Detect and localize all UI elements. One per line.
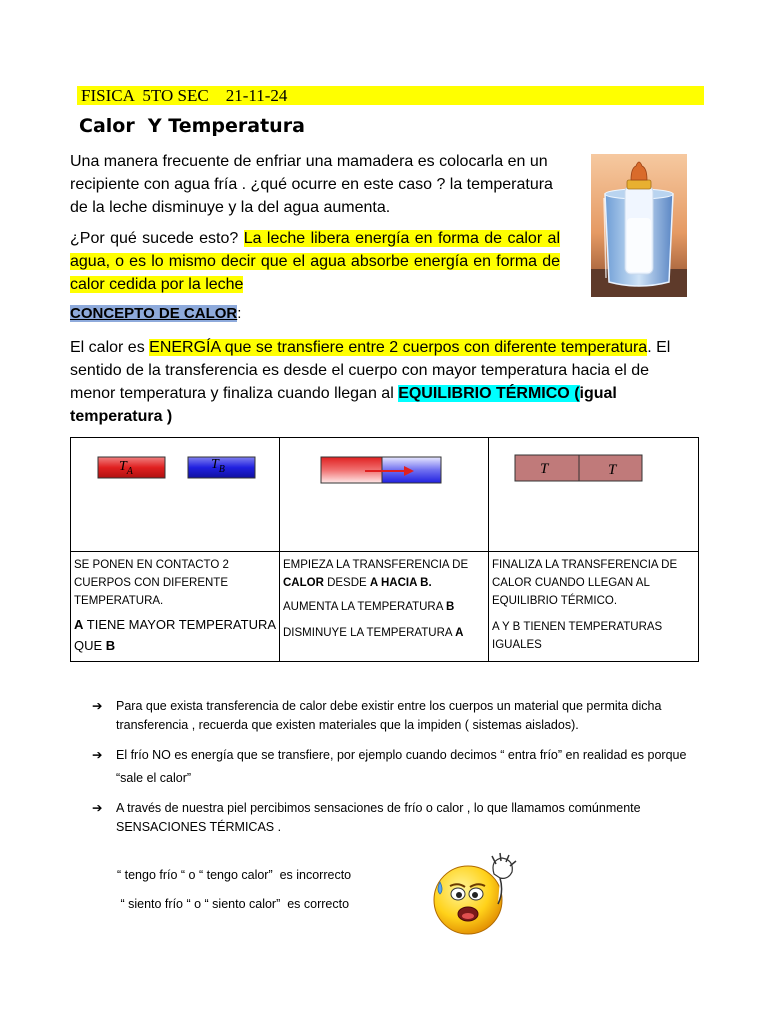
concept-energy-highlight: ENERGÍA que se transfiere entre 2 cuerpos con diferente temperatura <box>149 339 648 356</box>
concept-paragraph <box>70 336 695 428</box>
question-paragraph <box>70 227 560 296</box>
question-answer: La leche libera energía en forma de calor al agua, o es lo mismo decir que el agua absorbe energía en forma de calor cedida por la leche <box>70 230 560 293</box>
concept-part-1: El calor es <box>70 339 150 356</box>
arrow-bullet-icon: ➔ <box>92 801 103 815</box>
bodies-ta-tb-diagram <box>71 438 280 545</box>
text-cell-contact <box>71 552 280 662</box>
text-cell-transfer <box>280 552 489 662</box>
diagram-cell-contact <box>71 438 280 552</box>
contact-a-vs-b: A TIENE MAYOR TEMPERATURA QUE B <box>74 617 276 653</box>
incorrect-phrase: “ tengo frío “ o “ tengo calor” es incorrecto <box>117 868 352 882</box>
label-t-right: T <box>608 462 617 478</box>
concept-heading <box>70 305 241 322</box>
label-t-left: T <box>540 461 549 477</box>
concept-equilibrium-highlight: EQUILIBRIO TÉRMICO ( <box>398 385 580 402</box>
list-item: ➔ A través de nuestra piel percibimos sensaciones de frío o calor , lo que llamamos comúnmente SENSACIONES TÉRMICAS . <box>92 801 641 834</box>
question-prefix: ¿Por qué sucede esto? <box>70 230 244 247</box>
concept-part-5: igual temperatura ) <box>70 385 617 425</box>
bottle-in-water-image <box>591 154 687 297</box>
label-tb: $T_B$ <box>211 457 225 475</box>
diagram-cell-transfer <box>280 438 489 552</box>
equilibrium-end-text: FINALIZA LA TRANSFERENCIA DE CALOR CUANDO LLEGAN AL EQUILIBRIO TÉRMICO. <box>492 559 678 607</box>
label-ta: $T_A$ <box>119 459 133 477</box>
list-item: ➔ Para que exista transferencia de calor debe existir entre los cuerpos un material que permita dicha transferencia , recuerda que existen materiales que la impiden ( sistemas aislados). <box>92 699 662 732</box>
b-increases-text: AUMENTA LA TEMPERATURA B <box>283 601 455 613</box>
text-cell-equilibrium <box>489 552 699 662</box>
intro-paragraph: Una manera frecuente de enfriar una mamadera es colocarla en un recipiente con agua fría . ¿qué ocurre en este caso ? la temperatura de la leche disminuye y la del agua aumenta. <box>70 153 553 216</box>
concept-label: CONCEPTO DE CALOR <box>70 305 238 322</box>
arrow-bullet-icon: ➔ <box>92 699 103 713</box>
notes-list <box>92 697 692 846</box>
heat-transfer-diagram <box>280 438 489 545</box>
a-decreases-text: DISMINUYE LA TEMPERATURA A <box>283 627 464 639</box>
transfer-start-text: EMPIEZA LA TRANSFERENCIA DE CALOR DESDE A HACIA B. <box>283 559 469 589</box>
hot-sweating-smiley-icon <box>420 852 520 942</box>
heat-transfer-table <box>70 437 699 662</box>
diagram-cell-equilibrium <box>489 438 699 552</box>
contact-description: SE PONEN EN CONTACTO 2 CUERPOS CON DIFERENTE TEMPERATURA. <box>74 559 229 607</box>
arrow-bullet-icon: ➔ <box>92 748 103 762</box>
page-title: Calor Y Temperatura <box>79 115 305 137</box>
equal-temperatures-text: A Y B TIENEN TEMPERATURAS IGUALES <box>492 621 663 651</box>
header-bar: FISICA 5TO SEC 21-11-24 <box>77 86 704 105</box>
concept-part-3: . El sentido de la transferencia es desde el cuerpo con mayor temperatura hacia el de menor temperatura y finaliza cuando llegan al <box>70 339 671 402</box>
list-item: ➔ El frío NO es energía que se transfiere, por ejemplo cuando decimos “ entra frío” en realidad es porque “sale el calor” <box>92 744 692 790</box>
correct-phrase: “ siento frío “ o “ siento calor” es correcto <box>117 897 350 911</box>
concept-colon: : <box>237 305 242 322</box>
equilibrium-diagram <box>489 438 699 545</box>
